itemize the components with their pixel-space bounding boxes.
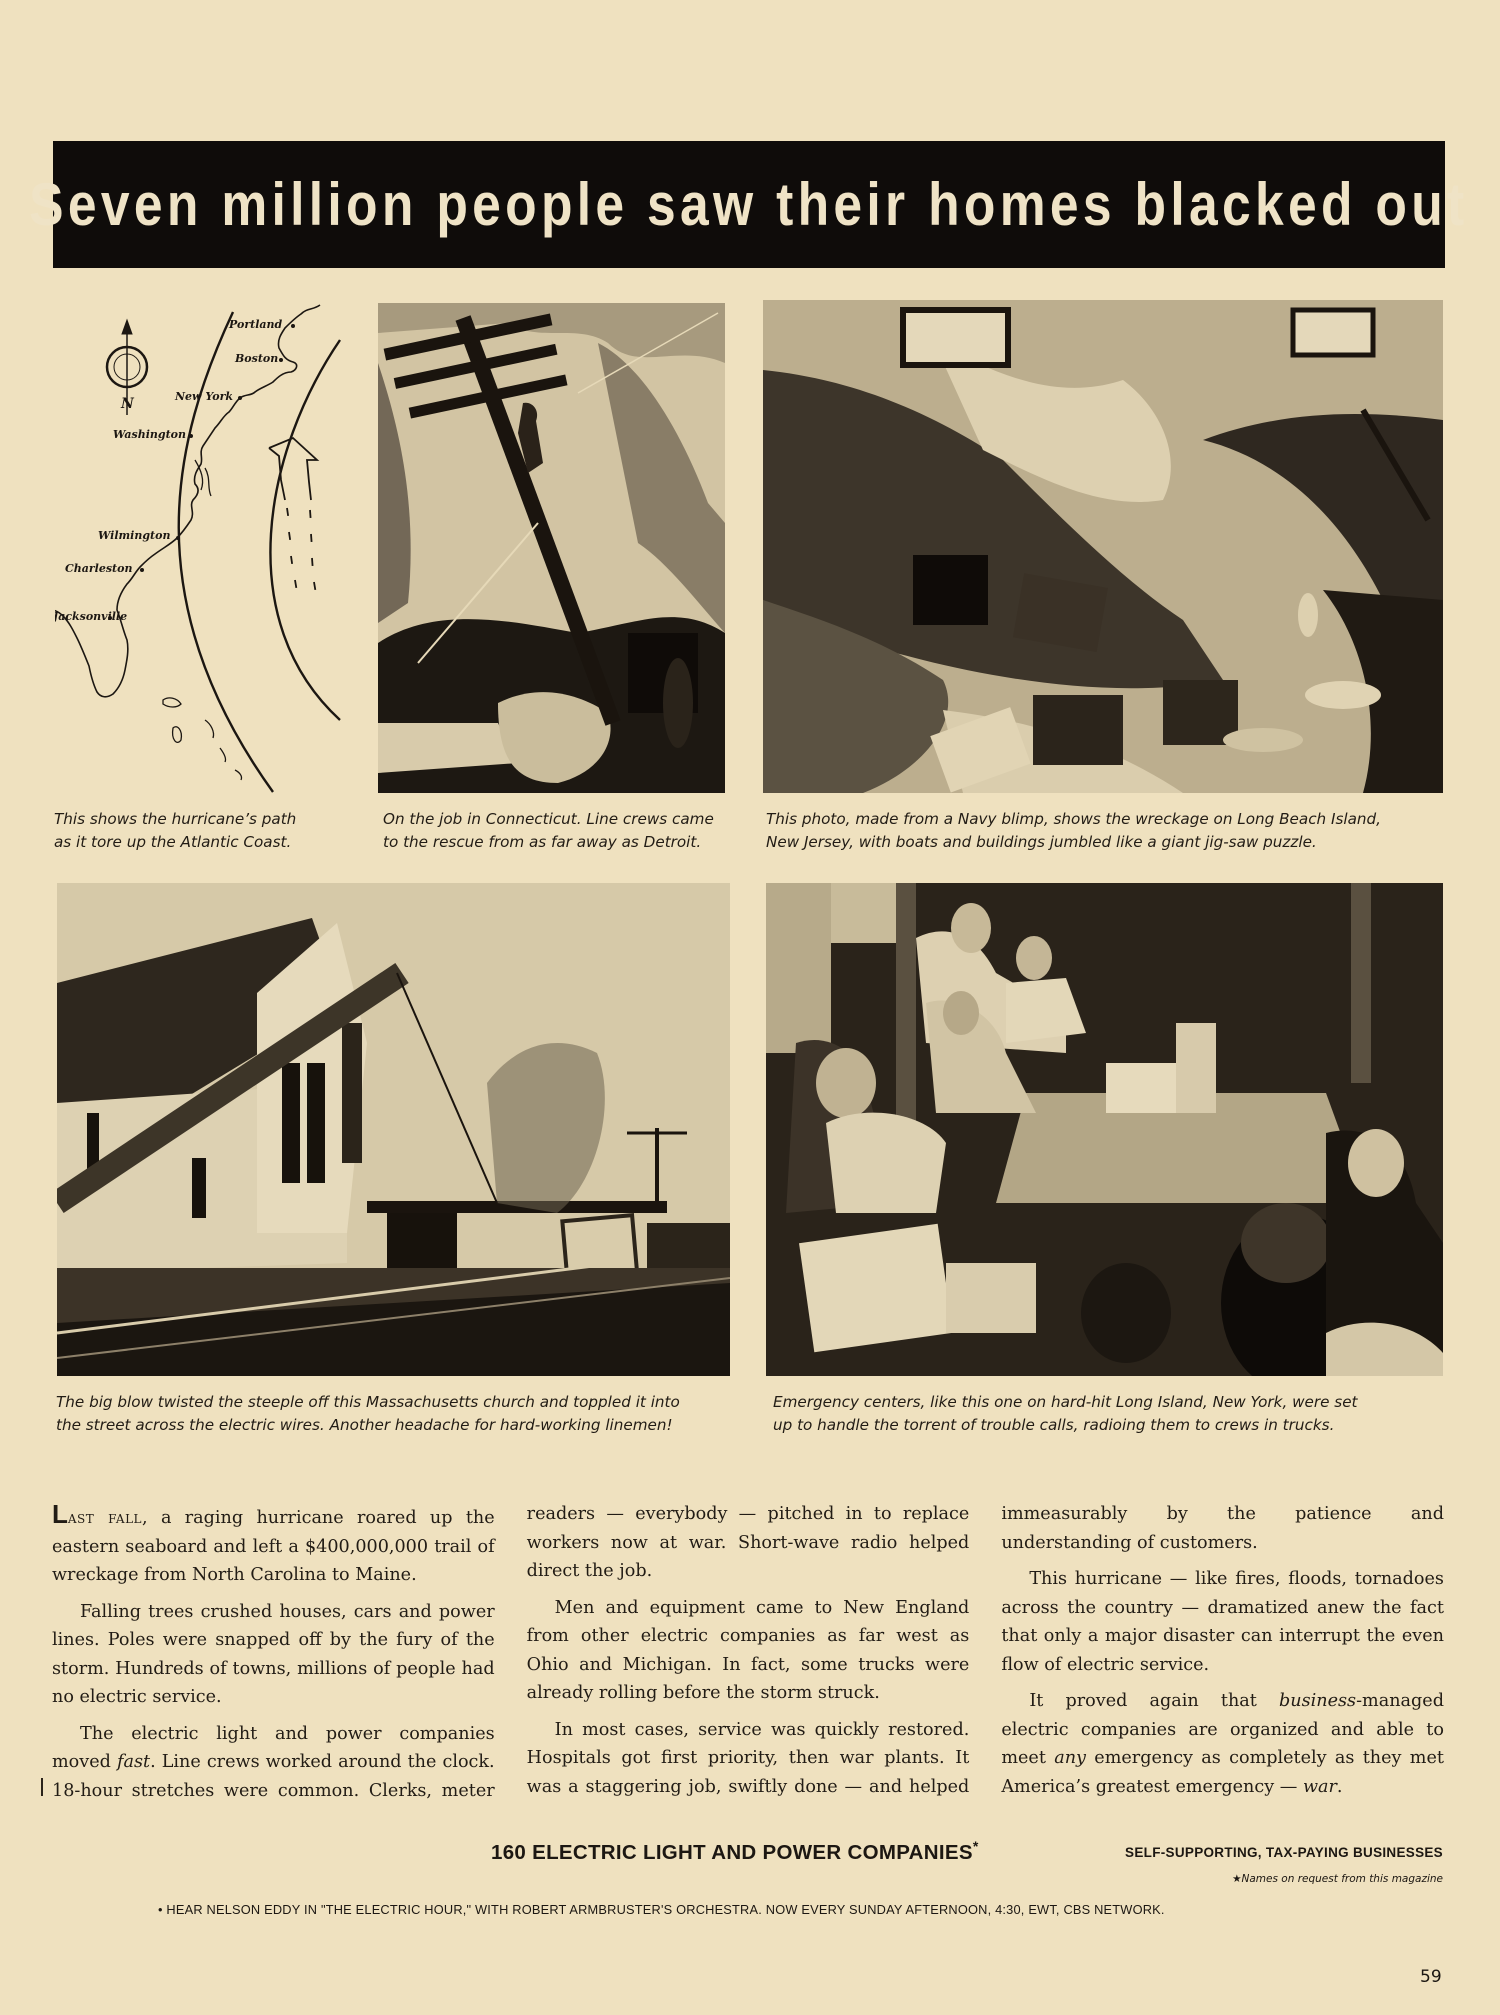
compass-label: N bbox=[121, 396, 134, 412]
body-paragraph-7 bbox=[1001, 1687, 1444, 1801]
hurricane-path-outer-arc bbox=[270, 340, 340, 720]
drop-cap: L bbox=[52, 1499, 68, 1529]
headline-banner bbox=[29, 141, 1469, 268]
caribbean-islands bbox=[163, 698, 242, 780]
caption-connecticut-line: On the job in Connecticut. Line crews came bbox=[383, 810, 714, 828]
caption-blimp-line: This photo, made from a Navy blimp, shows the wreckage on Long Beach Island, bbox=[766, 810, 1382, 828]
direction-arrow-icon bbox=[269, 438, 317, 594]
hurricane-path-map bbox=[55, 300, 345, 795]
caption-map-line: as it tore up the Atlantic Coast. bbox=[54, 833, 292, 851]
map-illustration bbox=[55, 300, 345, 795]
paragraph-text: emergency as completely as they met America’s greatest emergency — bbox=[1001, 1748, 1444, 1797]
sponsor-footnote: ★Names on request from this magazine bbox=[1232, 1873, 1443, 1885]
body-paragraph-4: Men and equipment came to New England from other electric companies as far west as Ohio and Michigan. In fact, some trucks were already rolling before the storm struck. bbox=[526, 1597, 970, 1703]
coastline bbox=[55, 305, 320, 697]
caption-connecticut bbox=[383, 808, 714, 854]
caption-emergency-line: Emergency centers, like this one on hard-hit Long Island, New York, were set bbox=[773, 1393, 1358, 1411]
radio-program-note: • HEAR NELSON EDDY IN "THE ELECTRIC HOUR," WITH ROBERT ARMBRUSTER'S ORCHESTRA. NOW EVERY SUNDAY AFTERNOON, 4:30, EWT, CBS NETWORK. bbox=[158, 1902, 1165, 1917]
emphasis-any: any bbox=[1054, 1748, 1086, 1768]
emphasis-war: war bbox=[1302, 1776, 1337, 1797]
paragraph-text: The electric light and power companies moved bbox=[52, 1723, 495, 1772]
page-number: 59 bbox=[1420, 1967, 1442, 1987]
photo-emergency-center bbox=[766, 883, 1443, 1376]
caption-church-line: the street across the electric wires. Another headache for hard-working linemen! bbox=[56, 1416, 673, 1434]
caption-map-line: This shows the hurricane’s path bbox=[54, 810, 297, 828]
body-paragraph-5: In most cases, service was quickly restored. Hospitals got first priority, then war plants. It was a staggering job, swiftly done — and helped immeasurably by the patience and understanding of customers. bbox=[526, 1504, 1444, 1797]
photo-massachusetts-church bbox=[57, 883, 730, 1376]
city-label-wilmington: Wilmington bbox=[98, 529, 171, 542]
emphasis-fast: fast bbox=[116, 1752, 151, 1772]
city-label-boston: Boston bbox=[235, 352, 279, 365]
paragraph-text: -managed electric companies are organized and able to meet bbox=[1001, 1691, 1444, 1768]
paragraph-text: . Line crews worked around the clock. 18-hour stretches were common. Clerks, meter readers — everybody — pitched in to replace workers now at war. Short-wave radio helped direct the job. bbox=[52, 1504, 970, 1801]
sponsor-line bbox=[491, 1838, 979, 1865]
city-label-portland: Portland bbox=[229, 318, 283, 331]
caption-church-line: The big blow twisted the steeple off this Massachusetts church and toppled it into bbox=[56, 1393, 680, 1411]
sponsor-asterisk: * bbox=[972, 1838, 979, 1854]
body-text-columns bbox=[52, 1500, 1444, 1805]
caption-map bbox=[54, 808, 296, 854]
caption-blimp-line: New Jersey, with boats and buildings jumbled like a giant jig-saw puzzle. bbox=[766, 833, 1317, 851]
city-label-charleston: Charleston bbox=[65, 562, 133, 575]
lead-in-smallcaps: ast fall bbox=[67, 1508, 143, 1528]
margin-mark bbox=[41, 1778, 43, 1796]
emphasis-business: business bbox=[1279, 1691, 1357, 1711]
paragraph-text: , a raging hurricane roared up the eastern seaboard and left a $400,000,000 trail of wreckage from North Carolina to Maine. bbox=[52, 1508, 495, 1585]
photo-long-beach-island-aerial bbox=[763, 300, 1443, 793]
caption-emergency-line: up to handle the torrent of trouble calls, radioing them to crews in trucks. bbox=[773, 1416, 1335, 1434]
sponsor-name: 160 ELECTRIC LIGHT AND POWER COMPANIES bbox=[491, 1840, 973, 1864]
body-paragraph-2: Falling trees crushed houses, cars and power lines. Poles were snapped off by the fury of the storm. Hundreds of towns, millions of people had no electric service. bbox=[52, 1601, 495, 1707]
caption-church bbox=[56, 1391, 680, 1437]
city-markers bbox=[108, 324, 295, 620]
caption-blimp bbox=[766, 808, 1381, 854]
caption-emergency bbox=[773, 1391, 1358, 1437]
city-label-washington: Washington bbox=[113, 428, 186, 441]
body-paragraph-6: This hurricane — like fires, floods, tornadoes across the country — dramatized anew the fact that only a major disaster can interrupt the even flow of electric service. bbox=[1001, 1569, 1444, 1675]
photo-connecticut-line-crew bbox=[378, 303, 725, 793]
caption-connecticut-line: to the rescue from as far away as Detroit. bbox=[383, 833, 702, 851]
city-label-jacksonville: Jacksonville bbox=[55, 610, 128, 623]
headline-title: Seven million people saw their homes blacked out bbox=[29, 171, 1469, 238]
paragraph-text: . bbox=[1336, 1776, 1343, 1797]
city-label-new-york: New York bbox=[175, 390, 234, 403]
hurricane-path-inner-arc bbox=[179, 312, 273, 792]
sponsor-tagline: SELF-SUPPORTING, TAX-PAYING BUSINESSES bbox=[1125, 1845, 1443, 1860]
paragraph-text: It proved again that bbox=[1029, 1691, 1280, 1711]
body-paragraph-1 bbox=[52, 1500, 495, 1590]
